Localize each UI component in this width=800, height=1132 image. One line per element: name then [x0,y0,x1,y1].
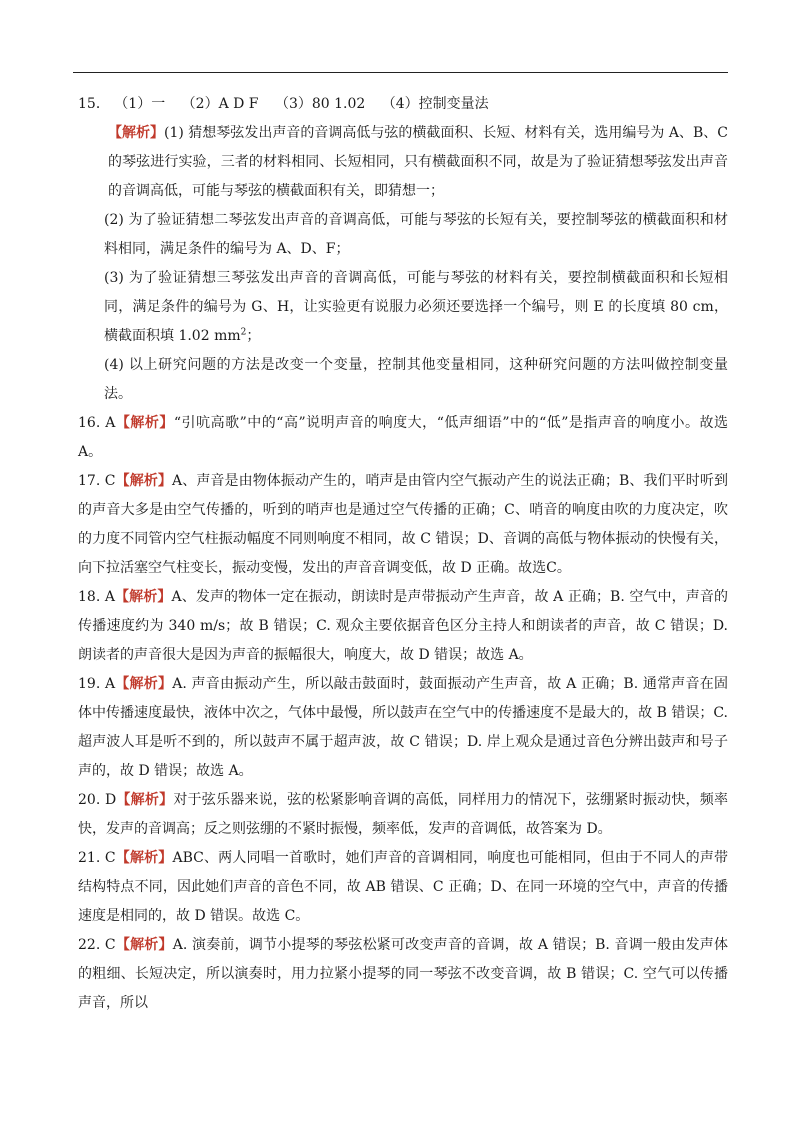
q21-number: 21. C [78,850,116,866]
analysis-tag: 【解析】 [116,792,174,808]
question-21 [78,844,728,931]
q18-number: 18. A [78,589,115,605]
q20-explanation: 对于弦乐器来说，弦的松紧影响音调的高低，同样用力的情况下，弦绷紧时振动快，频率快，发声的音调高；反之则弦绷的不紧时振慢，频率低，发声的音调低，故答案为 D。 [78,792,729,837]
analysis-tag: 【解析】 [115,473,173,489]
q15-answer-2: （2）A D F [181,96,259,112]
q15-answer-3: （3）80 1.02 [274,96,366,112]
q17-number: 17. C [78,473,116,489]
header-rule [73,72,728,73]
q17-explanation: A、声音是由物体振动产生的，哨声是由管内空气振动产生的说法正确；B、我们平时听到的声音大多是由空气传播的，听到的哨声也是通过空气传播的正确；C、哨音的响度由吹的力度决定，吹的力度不同管内空气柱振动幅度不同则响度不相同，故 C 错误；D、音调的高低与物体振动的快慢有关，向下拉活塞空气柱变长，振动变慢，发出的声音音调变低，故 D 正确。故选C。 [78,473,729,576]
question-20 [78,786,728,844]
q19-number: 19. A [78,676,116,692]
q15-number: 15． [78,96,110,112]
analysis-tag: 【解析】 [115,937,173,953]
question-17 [78,467,728,583]
question-16 [78,409,728,467]
q18-explanation: A、发声的物体一定在振动，朗读时是声带振动产生声音，故 A 正确；B. 空气中，声音的传播速度约为 340 m/s；故 B 错误；C. 观众主要依据音色区分主持人和朗读者的声音，故 C 错误；D. 朗读者的声音很大是因为声音的振幅很大，响度大，故 D 错误；故选 A。 [78,589,729,663]
q15-explanation-3: (3) 为了验证猜想三琴弦发出声音的音调高低，可能与琴弦的材料有关，要控制横截面积和长短相同，满足条件的编号为 G、H，让实验更有说服力必须还要选择一个编号，则 E 的长度填 80 cm，横截面积填 1.02 $mm^2$； [104,270,728,344]
q19-explanation: A. 声音由振动产生，所以敲击鼓面时，鼓面振动产生声音，故 A 正确；B. 通常声音在固体中传播速度最快，液体中次之，气体中最慢，所以鼓声在空气中的传播速度不是最大的，故 B 错误；C. 超声波人耳是听不到的，所以鼓声不属于超声波，故 C 错误；D. 岸上观众是通过音色分辨出鼓声和号子声的，故 D 错误；故选 A。 [78,676,729,779]
question-18 [78,583,728,670]
q22-explanation: A. 演奏前，调节小提琴的琴弦松紧可改变声音的音调，故 A 错误；B. 音调一般由发声体的粗细、长短决定，所以演奏时，用力拉紧小提琴的同一琴弦不改变音调，故 B 错误；C. 空气可以传播声音，所以 [78,937,728,1011]
analysis-tag: 【解析】 [115,850,173,866]
analysis-tag: 【解析】 [108,125,165,141]
q16-number: 16. A [78,415,116,431]
q15-answer-line [78,90,728,119]
question-19 [78,670,728,786]
analysis-tag: 【解析】 [114,589,172,605]
analysis-tag: 【解析】 [115,415,174,431]
q20-number: 20. D [78,792,117,808]
q22-number: 22. C [78,937,116,953]
q15-explanation-2: (2) 为了验证猜想二琴弦发出声音的音调高低，可能与琴弦的长短有关，要控制琴弦的横截面积和材料相同，满足条件的编号为 A、D、F； [104,212,728,257]
q21-explanation: ABC、两人同唱一首歌时，她们声音的音调相同，响度也可能相同，但由于不同人的声带结构特点不同，因此她们声音的音色不同，故 AB 错误、C 正确；D、在同一环境的空气中，声音的传播速度是相同的，故 D 错误。故选 C。 [78,850,729,924]
question-15 [78,90,728,409]
q15-answer-4: （4）控制变量法 [381,96,489,112]
q15-answer-1: （1）一 [114,96,166,112]
q16-explanation: “引吭高歌”中的“高”说明声音的响度大，“低声细语”中的“低”是指声音的响度小。故选A。 [78,415,729,460]
q15-explanation-1: 【解析】(1) 猜想琴弦发出声音的音调高低与弦的横截面积、长短、材料有关，选用编号为 A、B、C 的琴弦进行实验，三者的材料相同、长短相同，只有横截面积不同，故是为了验证猜想琴弦发出声音的音调高低，可能与琴弦的横截面积有关，即猜想一； [108,125,728,199]
q15-explanation-4: (4) 以上研究问题的方法是改变一个变量，控制其他变量相同，这种研究问题的方法叫做控制变量法。 [104,357,728,402]
analysis-tag: 【解析】 [115,676,173,692]
question-22 [78,931,728,1018]
answer-content [78,90,728,1018]
